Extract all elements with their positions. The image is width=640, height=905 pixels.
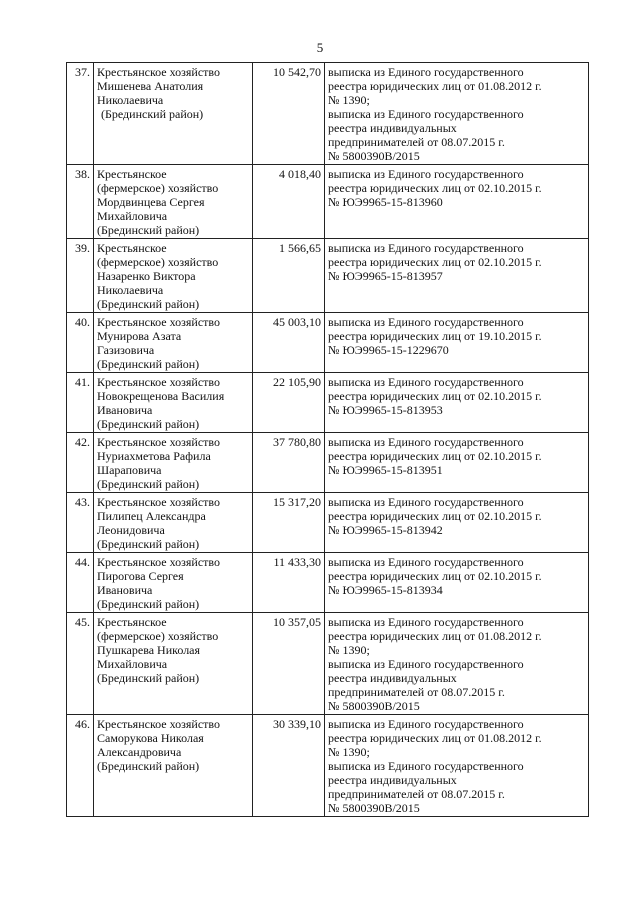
registry-extract-cell <box>325 613 589 715</box>
registry-extract-line: выписка из Единого государственного <box>328 759 524 773</box>
farm-name-line: (Брединский район) <box>97 223 200 237</box>
table-row <box>67 63 589 165</box>
farm-name-cell <box>94 553 253 613</box>
table-row <box>67 433 589 493</box>
area-value: 37 780,80 <box>253 433 325 493</box>
registry-extract-cell <box>325 373 589 433</box>
farm-name-line: (Брединский район) <box>101 107 204 121</box>
registry-extract-line: реестра индивидуальных <box>328 121 457 135</box>
farm-name-line: (Брединский район) <box>97 759 200 773</box>
farm-name-line: Ивановича <box>97 403 153 417</box>
farm-name-line: Николаевича <box>97 93 164 107</box>
registry-extract-line: № ЮЭ9965-15-813953 <box>328 403 443 417</box>
row-number: 42. <box>67 433 94 493</box>
farm-name-line: Крестьянское хозяйство <box>97 717 221 731</box>
table-row <box>67 373 589 433</box>
registry-extract-line: № ЮЭ9965-15-813951 <box>328 463 443 477</box>
farm-name-line: (Брединский район) <box>97 417 200 431</box>
farm-name-line: Крестьянское хозяйство <box>97 555 221 569</box>
registry-table-body <box>67 63 589 817</box>
farm-name-line: (фермерское) хозяйство <box>97 181 219 195</box>
farm-name-line: Николаевича <box>97 283 164 297</box>
farm-name-line: Крестьянское хозяйство <box>97 65 221 79</box>
registry-extract-line: выписка из Единого государственного <box>328 107 524 121</box>
registry-extract-cell <box>325 313 589 373</box>
farm-name-line: Нуриахметова Рафила <box>97 449 211 463</box>
farm-name-cell <box>94 715 253 817</box>
registry-extract-line: выписка из Единого государственного <box>328 435 524 449</box>
farm-name-cell <box>94 63 253 165</box>
farm-name-line: Крестьянское хозяйство <box>97 495 221 509</box>
farm-name-line: (Брединский район) <box>97 537 200 551</box>
farm-name-line: Мунирова Азата <box>97 329 182 343</box>
farm-name-line: Михайловича <box>97 657 168 671</box>
row-number: 45. <box>67 613 94 715</box>
registry-extract-line: реестра юридических лиц от 01.08.2012 г. <box>328 731 542 745</box>
registry-extract-cell <box>325 553 589 613</box>
registry-extract-line: предпринимателей от 08.07.2015 г. <box>328 135 505 149</box>
farm-name-line: Газизовича <box>97 343 155 357</box>
farm-name-line: Крестьянское <box>97 167 167 181</box>
farm-name-cell <box>94 493 253 553</box>
farm-name-line: (фермерское) хозяйство <box>97 629 219 643</box>
area-value: 22 105,90 <box>253 373 325 433</box>
farm-name-cell <box>94 433 253 493</box>
table-row <box>67 553 589 613</box>
row-number: 39. <box>67 239 94 313</box>
registry-extract-line: реестра индивидуальных <box>328 773 457 787</box>
row-number: 37. <box>67 63 94 165</box>
registry-extract-line: выписка из Единого государственного <box>328 717 524 731</box>
farm-name-line: Пилипец Александра <box>97 509 206 523</box>
registry-extract-cell <box>325 165 589 239</box>
farm-name-cell <box>94 239 253 313</box>
area-value: 11 433,30 <box>253 553 325 613</box>
row-number: 40. <box>67 313 94 373</box>
registry-extract-line: реестра юридических лиц от 01.08.2012 г. <box>328 629 542 643</box>
farm-name-line: Крестьянское <box>97 615 167 629</box>
registry-extract-cell <box>325 63 589 165</box>
registry-extract-line: № 5800390В/2015 <box>328 149 420 163</box>
registry-table <box>66 62 589 817</box>
table-row <box>67 493 589 553</box>
registry-extract-line: предпринимателей от 08.07.2015 г. <box>328 787 505 801</box>
area-value: 15 317,20 <box>253 493 325 553</box>
farm-name-line: Крестьянское хозяйство <box>97 315 221 329</box>
table-row <box>67 165 589 239</box>
farm-name-line: Михайловича <box>97 209 168 223</box>
registry-extract-line: реестра юридических лиц от 19.10.2015 г. <box>328 329 542 343</box>
registry-extract-line: выписка из Единого государственного <box>328 657 524 671</box>
farm-name-line: Назаренко Виктора <box>97 269 196 283</box>
registry-extract-line: выписка из Единого государственного <box>328 167 524 181</box>
farm-name-line: (Брединский район) <box>97 357 200 371</box>
table-row <box>67 313 589 373</box>
farm-name-line: Крестьянское <box>97 241 167 255</box>
registry-extract-line: выписка из Единого государственного <box>328 315 524 329</box>
registry-extract-line: № ЮЭ9965-15-813960 <box>328 195 443 209</box>
registry-extract-line: выписка из Единого государственного <box>328 555 524 569</box>
farm-name-line: Мордвинцева Сергея <box>97 195 205 209</box>
registry-extract-line: реестра юридических лиц от 02.10.2015 г. <box>328 509 542 523</box>
registry-extract-line: выписка из Единого государственного <box>328 615 524 629</box>
farm-name-line: Крестьянское хозяйство <box>97 375 221 389</box>
area-value: 1 566,65 <box>253 239 325 313</box>
registry-extract-line: реестра юридических лиц от 02.10.2015 г. <box>328 569 542 583</box>
registry-extract-line: выписка из Единого государственного <box>328 65 524 79</box>
registry-extract-line: выписка из Единого государственного <box>328 241 524 255</box>
registry-extract-line: реестра юридических лиц от 02.10.2015 г. <box>328 389 542 403</box>
area-value: 4 018,40 <box>253 165 325 239</box>
farm-name-cell <box>94 313 253 373</box>
registry-extract-line: № ЮЭ9965-15-1229670 <box>328 343 449 357</box>
area-value: 45 003,10 <box>253 313 325 373</box>
registry-extract-line: № ЮЭ9965-15-813957 <box>328 269 443 283</box>
registry-extract-cell <box>325 715 589 817</box>
farm-name-line: (Брединский район) <box>97 477 200 491</box>
farm-name-line: (фермерское) хозяйство <box>97 255 219 269</box>
registry-extract-line: № ЮЭ9965-15-813934 <box>328 583 443 597</box>
farm-name-line: Пушкарева Николая <box>97 643 201 657</box>
table-row <box>67 613 589 715</box>
registry-extract-line: реестра юридических лиц от 02.10.2015 г. <box>328 255 542 269</box>
registry-extract-line: № 1390; <box>328 643 370 657</box>
registry-extract-line: реестра индивидуальных <box>328 671 457 685</box>
registry-extract-cell <box>325 493 589 553</box>
farm-name-line: Пирогова Сергея <box>97 569 184 583</box>
farm-name-line: Ивановича <box>97 583 153 597</box>
registry-extract-line: № ЮЭ9965-15-813942 <box>328 523 443 537</box>
farm-name-line: (Брединский район) <box>97 597 200 611</box>
farm-name-line: Саморукова Николая <box>97 731 204 745</box>
farm-name-line: Шараповича <box>97 463 162 477</box>
table-row <box>67 715 589 817</box>
registry-extract-line: предпринимателей от 08.07.2015 г. <box>328 685 505 699</box>
row-number: 43. <box>67 493 94 553</box>
farm-name-cell <box>94 373 253 433</box>
farm-name-line: Новокрещенова Василия <box>97 389 225 403</box>
registry-extract-cell <box>325 239 589 313</box>
registry-extract-line: № 1390; <box>328 745 370 759</box>
page-number: 5 <box>316 40 324 55</box>
farm-name-line: Александровича <box>97 745 182 759</box>
registry-extract-line: выписка из Единого государственного <box>328 375 524 389</box>
farm-name-line: Крестьянское хозяйство <box>97 435 221 449</box>
farm-name-line: Леонидовича <box>97 523 165 537</box>
registry-extract-line: № 1390; <box>328 93 370 107</box>
registry-extract-line: № 5800390В/2015 <box>328 699 420 713</box>
farm-name-line: (Брединский район) <box>97 297 200 311</box>
row-number: 44. <box>67 553 94 613</box>
registry-extract-line: реестра юридических лиц от 02.10.2015 г. <box>328 181 542 195</box>
farm-name-cell <box>94 613 253 715</box>
area-value: 10 542,70 <box>253 63 325 165</box>
registry-extract-line: выписка из Единого государственного <box>328 495 524 509</box>
area-value: 10 357,05 <box>253 613 325 715</box>
table-row <box>67 239 589 313</box>
farm-name-line: (Брединский район) <box>97 671 200 685</box>
farm-name-cell <box>94 165 253 239</box>
registry-extract-line: реестра юридических лиц от 01.08.2012 г. <box>328 79 542 93</box>
farm-name-line: Мишенева Анатолия <box>97 79 204 93</box>
area-value: 30 339,10 <box>253 715 325 817</box>
row-number: 38. <box>67 165 94 239</box>
registry-extract-cell <box>325 433 589 493</box>
row-number: 46. <box>67 715 94 817</box>
row-number: 41. <box>67 373 94 433</box>
registry-extract-line: № 5800390В/2015 <box>328 801 420 815</box>
registry-extract-line: реестра юридических лиц от 02.10.2015 г. <box>328 449 542 463</box>
